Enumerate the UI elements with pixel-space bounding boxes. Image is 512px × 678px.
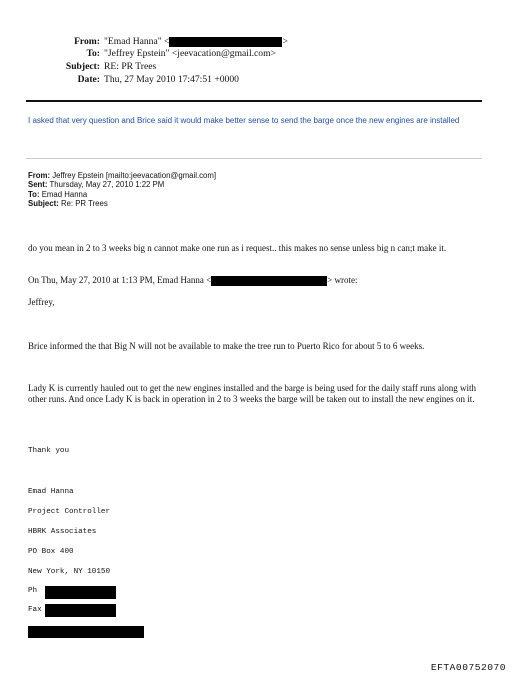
thanks-line: Thank you: [28, 447, 70, 455]
quoted-header: [28, 171, 216, 209]
header-from-value: [104, 36, 288, 48]
signature-pobox: PO Box 400: [28, 548, 74, 556]
signature-city: New York, NY 10150: [28, 568, 111, 576]
header-to-value: "Jeffrey Epstein" <jeevacation@gmail.com>: [104, 48, 276, 59]
redaction-block: [28, 626, 144, 638]
reply-text: I asked that very question and Brice said it would make better sense to send the barge once the new engines are installed: [28, 116, 460, 125]
quoted-subject-value: Re: PR Trees: [60, 199, 108, 209]
signature-phone-label: Ph: [28, 587, 38, 595]
quoted-subject-label: Subject:: [28, 199, 59, 209]
quoted-to-label: To:: [28, 189, 40, 199]
signature-phone-row: [28, 587, 37, 596]
header-to-label: To:: [86, 48, 100, 59]
header-from-name: "Emad Hanna" <: [104, 36, 170, 47]
quoted-to-row: [28, 190, 216, 199]
quoted-subject-row: [28, 199, 216, 208]
signature-name: Emad Hanna: [28, 488, 74, 496]
signature-fax-row: [28, 606, 42, 615]
header-from-close: >: [282, 36, 288, 47]
signature-company: HBRK Associates: [28, 528, 97, 536]
signature-title: Project Controller: [28, 508, 111, 516]
on-wrote-line: [28, 275, 488, 286]
redaction-block: [45, 586, 116, 599]
paragraph-1: Brice informed the that Big N will not be available to make the tree run to Puerto Rico for about 5 to 6 weeks.: [28, 341, 425, 351]
paragraph-2: Lady K is currently hauled out to get the new engines installed and the barge is being used for the daily staff runs along with other runs. And once Lady K is back in operation in 2 to 3 weeks the barge will be taken out to install the new engines on it.: [28, 383, 477, 404]
header-date-label: Date:: [77, 74, 100, 85]
quoted-sent-label: Sent:: [28, 180, 48, 190]
redaction-block: [169, 37, 282, 47]
header-subject-value: RE: PR Trees: [104, 61, 157, 72]
quoted-from-row: [28, 171, 216, 180]
redaction-block: [45, 604, 116, 617]
quoted-sent-value: Thursday, May 27, 2010 1:22 PM: [49, 180, 165, 190]
greeting: Jeffrey,: [28, 297, 55, 307]
quoted-from-value: Jeffrey Epstein [mailto:jeevacation@gmail.com]: [52, 171, 217, 180]
signature-fax-label: Fax: [28, 606, 42, 614]
header-divider: [26, 100, 482, 102]
on-wrote-prefix: On Thu, May 27, 2010 at 1:13 PM, Emad Hanna <: [28, 275, 212, 285]
header-subject-label: Subject:: [65, 61, 100, 72]
quoted-from-label: From:: [28, 171, 51, 180]
header-from-label: From:: [74, 36, 100, 47]
document-id: EFTA00752070: [430, 662, 506, 673]
epstein-message: do you mean in 2 to 3 weeks big n cannot make one run as i request.. this makes no sense unless big n can;t make it.: [28, 243, 447, 253]
quoted-divider: [26, 158, 482, 159]
quoted-sent-row: [28, 180, 216, 189]
redaction-block: [211, 276, 327, 286]
quoted-to-value: Emad Hanna: [41, 189, 88, 199]
on-wrote-suffix: > wrote:: [327, 275, 358, 285]
header-date-value: Thu, 27 May 2010 17:47:51 +0000: [104, 74, 239, 85]
